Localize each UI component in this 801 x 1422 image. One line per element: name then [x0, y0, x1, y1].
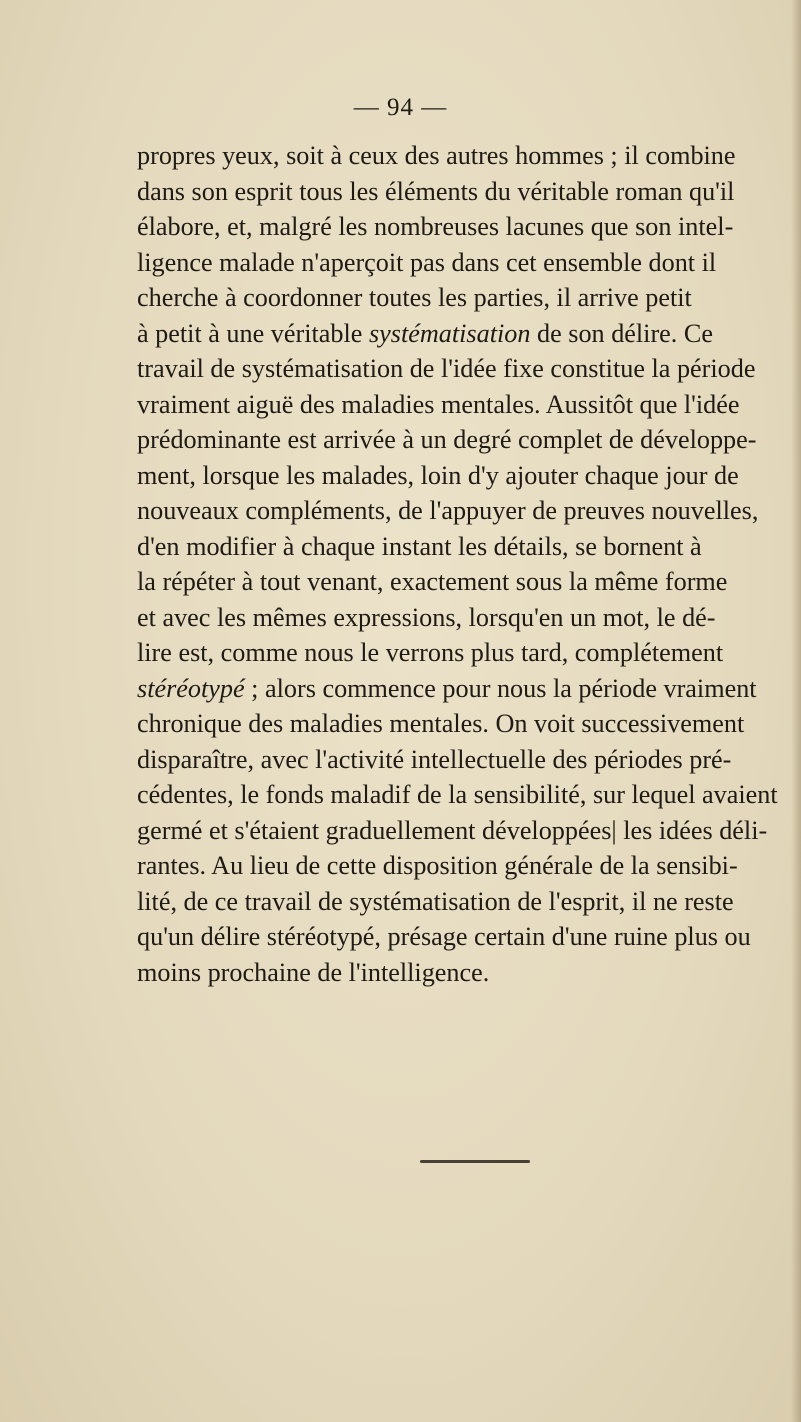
text-line: germé et s'étaient graduellement développées| les idées déli-	[137, 815, 768, 845]
text-line: rantes. Au lieu de cette disposition générale de la sensibi-	[137, 851, 738, 880]
text-segment: ; alors commence pour nous la période vraiment	[244, 673, 757, 703]
text-line: lire est, comme nous le verrons plus tard, complétement	[137, 638, 724, 667]
text-line: cherche à coordonner toutes les parties, il arrive petit	[137, 283, 692, 312]
text-line: et avec les mêmes expressions, lorsqu'en un mot, le dé-	[137, 602, 716, 632]
page-number: — 94 —	[353, 94, 448, 121]
text-line: disparaître, avec l'activité intellectuelle des périodes pré-	[137, 744, 732, 774]
text-line	[137, 671, 757, 707]
text-line: cédentes, le fonds maladif de la sensibilité, sur lequel avaient	[137, 780, 778, 809]
text-line: travail de systématisation de l'idée fixe constitue la période	[137, 354, 756, 383]
text-line: prédominante est arrivée à un degré complet de développe-	[137, 425, 757, 454]
text-line: chronique des maladies mentales. On voit successivement	[137, 709, 745, 738]
body-paragraph	[137, 138, 778, 990]
text-line: dans son esprit tous les éléments du véritable roman qu'il	[137, 176, 735, 206]
text-line: qu'un délire stéréotypé, présage certain d'une ruine plus ou	[137, 922, 751, 951]
text-line: élabore, et, malgré les nombreuses lacunes que son intel-	[137, 212, 734, 241]
text-line: ment, lorsque les malades, loin d'y ajouter chaque jour de	[137, 460, 739, 490]
text-segment: de son délire. Ce	[530, 318, 713, 348]
text-line	[137, 316, 713, 352]
text-line: d'en modifier à chaque instant les détails, se bornent à	[137, 531, 702, 561]
page-edge-shadow	[791, 0, 801, 1422]
text-segment: à petit à une véritable	[137, 318, 369, 348]
text-line: propres yeux, soit à ceux des autres hommes ; il combine	[137, 141, 736, 170]
italic-term: stéréotypé	[137, 673, 245, 703]
text-line: lité, de ce travail de systématisation de l'esprit, il ne reste	[137, 886, 734, 916]
text-line: la répéter à tout venant, exactement sous la même forme	[137, 567, 728, 596]
italic-term: systématisation	[368, 318, 531, 348]
ink-mark	[420, 1160, 530, 1163]
text-line: moins prochaine de l'intelligence.	[137, 957, 490, 987]
text-line: ligence malade n'aperçoit pas dans cet ensemble dont il	[137, 247, 717, 277]
text-line: nouveaux compléments, de l'appuyer de preuves nouvelles,	[137, 496, 759, 525]
text-line: vraiment aiguë des maladies mentales. Aussitôt que l'idée	[137, 389, 740, 419]
